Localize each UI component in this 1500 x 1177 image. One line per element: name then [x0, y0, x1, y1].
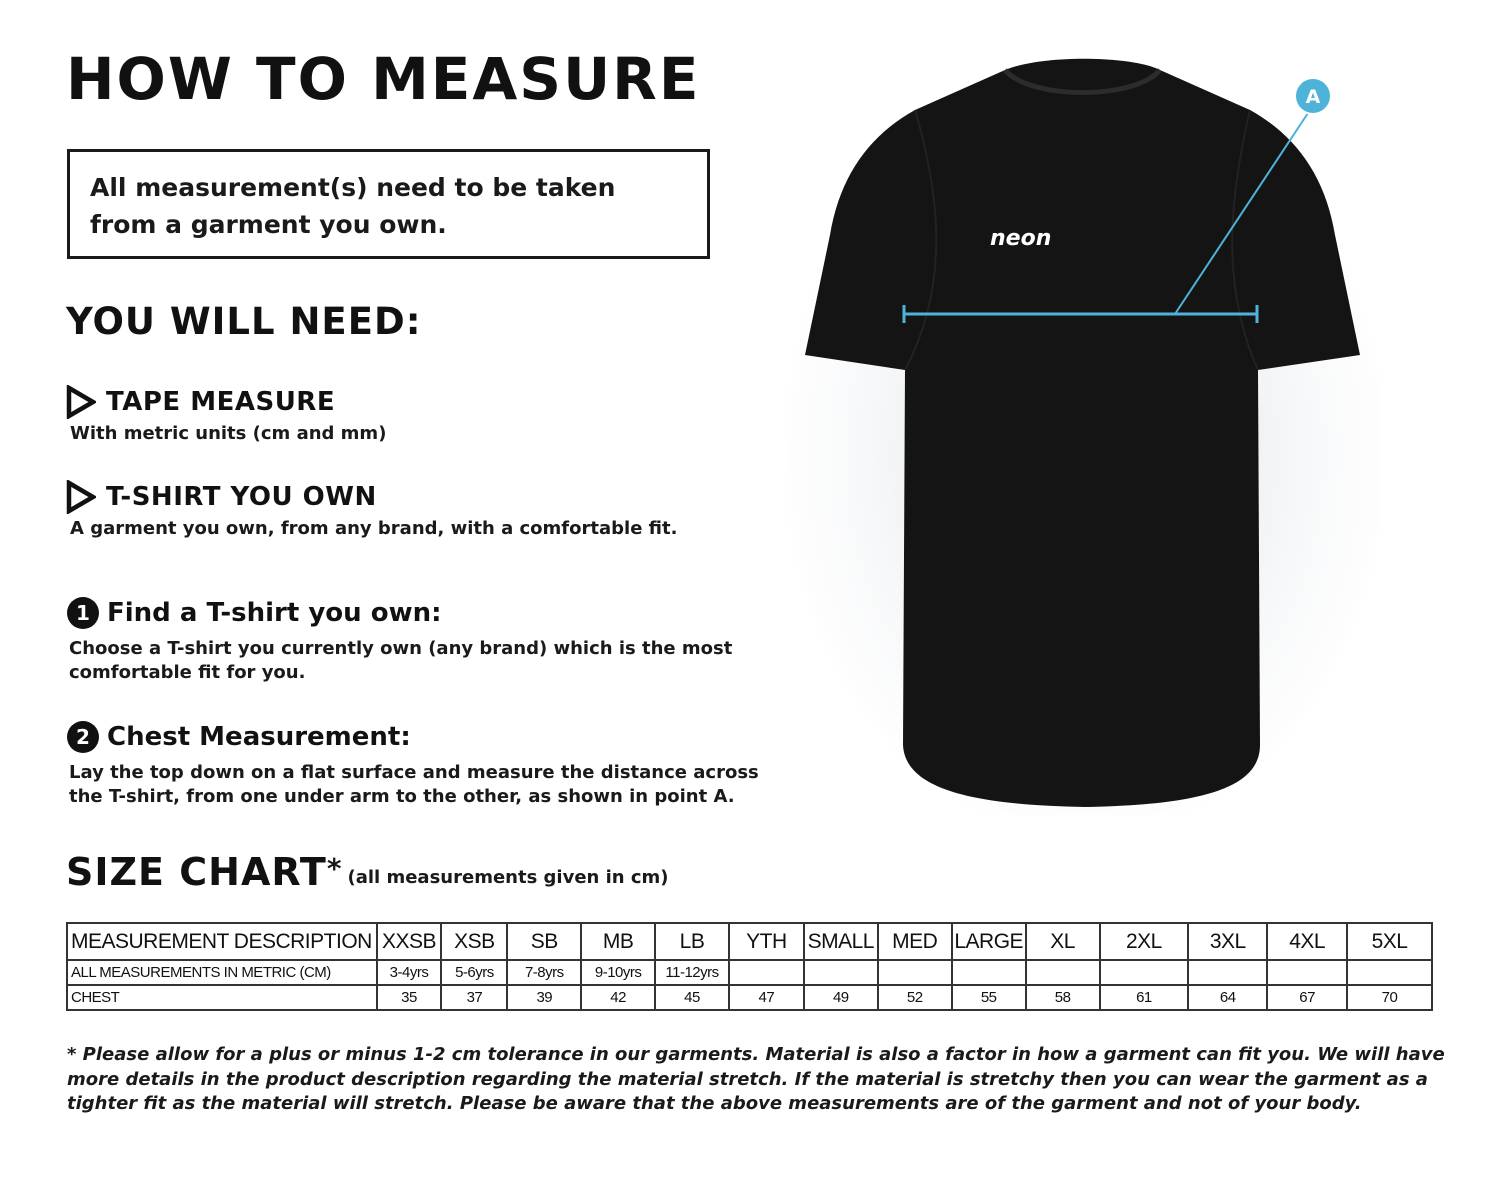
- age-cell: 5-6yrs: [441, 960, 507, 985]
- need-item-tape-measure: [66, 385, 386, 444]
- chest-cell: 64: [1188, 985, 1267, 1010]
- you-will-need-heading: YOU WILL NEED:: [66, 300, 422, 343]
- number-2-icon: 2: [67, 721, 99, 753]
- tshirt-illustration: [790, 55, 1380, 815]
- step-desc: Choose a T-shirt you currently own (any brand) which is the most comfortable fit for you.: [69, 638, 733, 683]
- age-cell: [1026, 960, 1100, 985]
- size-cell: 2XL: [1100, 923, 1189, 960]
- header-cell: MEASUREMENT DESCRIPTION: [67, 923, 377, 960]
- age-cell: [1188, 960, 1267, 985]
- size-chart-note: (all measurements given in cm): [347, 867, 669, 888]
- size-cell: SB: [507, 923, 581, 960]
- chest-cell: 61: [1100, 985, 1189, 1010]
- size-cell: XXSB: [377, 923, 442, 960]
- age-row: [67, 960, 1432, 985]
- play-triangle-icon: [66, 480, 96, 514]
- chest-cell: 58: [1026, 985, 1100, 1010]
- size-cell: 3XL: [1188, 923, 1267, 960]
- size-cell: YTH: [729, 923, 804, 960]
- size-cell: MB: [581, 923, 655, 960]
- age-cell: [878, 960, 952, 985]
- chest-cell: 52: [878, 985, 952, 1010]
- size-chart-heading: SIZE CHART * (all measurements given in cm): [66, 850, 669, 894]
- row-label: CHEST: [67, 985, 377, 1010]
- chest-cell: 47: [729, 985, 804, 1010]
- chest-cell: 49: [804, 985, 878, 1010]
- age-cell: 7-8yrs: [507, 960, 581, 985]
- age-cell: 11-12yrs: [655, 960, 729, 985]
- size-header-row: [67, 923, 1432, 960]
- notice-box: All measurement(s) need to be taken from a garment you own.: [67, 149, 710, 259]
- size-cell: XL: [1026, 923, 1100, 960]
- size-cell: LARGE: [952, 923, 1026, 960]
- need-item-title: T-SHIRT YOU OWN: [106, 482, 377, 512]
- number-1-icon: 1: [67, 597, 99, 629]
- page-title: HOW TO MEASURE: [66, 45, 701, 113]
- chest-cell: 55: [952, 985, 1026, 1010]
- age-cell: [1267, 960, 1347, 985]
- need-item-desc: A garment you own, from any brand, with a comfortable fit.: [70, 518, 678, 539]
- size-cell: SMALL: [804, 923, 878, 960]
- chest-cell: 42: [581, 985, 655, 1010]
- chest-cell: 67: [1267, 985, 1347, 1010]
- age-cell: [1100, 960, 1189, 985]
- step-1: [67, 597, 789, 685]
- size-cell: 5XL: [1347, 923, 1432, 960]
- need-item-desc: With metric units (cm and mm): [70, 423, 387, 444]
- age-cell: [729, 960, 804, 985]
- size-chart-table: [66, 922, 1433, 1011]
- size-cell: LB: [655, 923, 729, 960]
- age-cell: [1347, 960, 1432, 985]
- chest-cell: 37: [441, 985, 507, 1010]
- play-triangle-icon: [66, 385, 96, 419]
- step-desc: Lay the top down on a flat surface and measure the distance across the T-shirt, from one under arm to the other, as shown in point A.: [69, 762, 759, 807]
- age-cell: 9-10yrs: [581, 960, 655, 985]
- chest-row: [67, 985, 1432, 1010]
- step-2: [67, 721, 789, 809]
- need-item-tshirt: [66, 480, 677, 539]
- need-item-title: TAPE MEASURE: [106, 387, 336, 417]
- size-cell: MED: [878, 923, 952, 960]
- chest-cell: 70: [1347, 985, 1432, 1010]
- svg-text:A: A: [1305, 86, 1321, 108]
- size-cell: XSB: [441, 923, 507, 960]
- size-cell: 4XL: [1267, 923, 1347, 960]
- brand-logo: neon: [990, 226, 1052, 251]
- age-cell: [804, 960, 878, 985]
- age-cell: [952, 960, 1026, 985]
- chest-cell: 45: [655, 985, 729, 1010]
- footnote: * Please allow for a plus or minus 1-2 cm tolerance in our garments. Material is also a factor in how a garment can fit you. We will have more details in the product description regarding the material stretch. If the material is stretchy then you can wear the garment as a tighter fit as the material will stretch. Please be aware that the above measurements are of the garment and not of your body.: [67, 1044, 1445, 1114]
- step-title: Find a T-shirt you own:: [107, 598, 442, 628]
- step-title: Chest Measurement:: [107, 722, 411, 752]
- chest-cell: 35: [377, 985, 442, 1010]
- row-label: ALL MEASUREMENTS IN METRIC (CM): [67, 960, 377, 985]
- chest-cell: 39: [507, 985, 581, 1010]
- age-cell: 3-4yrs: [377, 960, 442, 985]
